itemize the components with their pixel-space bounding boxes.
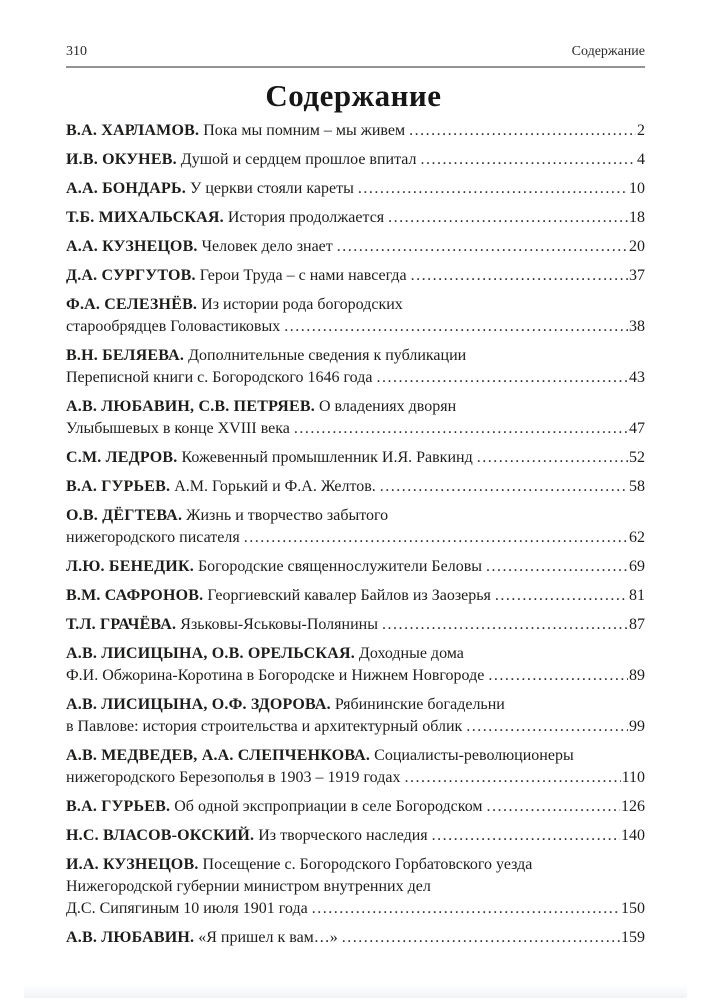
toc-entry [66,694,645,738]
toc-entry-line [66,396,645,418]
toc-entry-text: старообрядцев Головастиковых [66,318,281,335]
toc-entry-line [66,149,645,171]
toc-entry-authors: И.В. ОКУНЕВ. [66,151,177,168]
toc-entry-page: 89 [629,667,645,684]
dot-leader [342,927,620,949]
toc-entry [66,207,645,229]
toc-entry-line [66,694,645,716]
toc-entry-text: Ф.А. СЕЛЕЗНЁВ. Из истории рода богородских [66,296,403,313]
toc-entry-text: В.А. ХАРЛАМОВ. Пока мы помним – мы живем [66,122,406,139]
running-head [66,44,645,60]
toc-entry-text: А.В. ЛЮБАВИН. «Я пришел к вам…» [66,929,338,946]
toc-entry-text: В.М. САФРОНОВ. Георгиевский кавалер Байлов из Заозерья [66,587,491,604]
toc-entry-page: 18 [629,209,645,226]
folio-page-number: 310 [66,44,87,59]
toc-entry-line [66,120,645,142]
toc-entry-page: 69 [629,558,645,575]
toc-entry-authors: В.А. ХАРЛАМОВ. [66,122,200,139]
header-rule [66,66,645,68]
toc-entry [66,854,645,920]
toc-entry-line [66,367,645,389]
dot-leader [376,367,628,389]
toc-entry-page: 150 [621,900,645,917]
toc-entry-line [66,345,645,367]
toc-entry-text: Ф.И. Обжорина-Коротина в Богородске и Нижнем Новгороде [66,667,485,684]
dot-leader [404,767,620,789]
toc-entry-line [66,898,645,920]
toc-entry-text: нижегородского писателя [66,529,240,546]
toc-entry-authors: А.А. БОНДАРЬ. [66,180,186,197]
toc-entry-authors: А.В. ЛЮБАВИН, С.В. ПЕТРЯЕВ. [66,398,315,415]
toc-entry [66,178,645,200]
dot-leader [382,614,628,636]
toc-entry-list [66,120,645,956]
toc-entry-line [66,796,645,818]
toc-entry-page: 10 [629,180,645,197]
toc-entry-text: А.В. ЛЮБАВИН, С.В. ПЕТРЯЕВ. О владениях дворян [66,398,457,415]
toc-entry-line [66,854,645,876]
toc-entry-authors: А.В. ЛИСИЦЫНА, О.В. ОРЕЛЬСКАЯ. [66,645,355,662]
toc-entry-page: 4 [637,151,645,168]
page-title: Содержание [265,78,442,113]
toc-entry-text: О.В. ДЁГТЕВА. Жизнь и творчество забытого [66,507,389,524]
dot-leader [337,236,628,258]
toc-entry-line [66,665,645,687]
toc-entry-line [66,767,645,789]
toc-entry-page: 47 [629,420,645,437]
toc-entry-line [66,418,645,440]
toc-entry-line [66,716,645,738]
dot-leader [486,556,628,578]
toc-entry-line [66,745,645,767]
toc-entry-line [66,505,645,527]
toc-entry-text: Н.С. ВЛАСОВ-ОКСКИЙ. Из творческого наследия [66,827,428,844]
dot-leader [421,149,636,171]
toc-entry-authors: Л.Ю. БЕНЕДИК. [66,558,194,575]
toc-entry-text: А.В. ЛИСИЦЫНА, О.Ф. ЗДОРОВА. Рябининские богадельни [66,696,505,713]
dot-leader [432,825,620,847]
toc-entry-line [66,876,645,898]
toc-entry-text: В.А. ГУРЬЕВ. А.М. Горький и Ф.А. Желтов. [66,478,376,495]
toc-entry-authors: С.М. ЛЕДРОВ. [66,449,178,466]
dot-leader [388,207,628,229]
toc-entry [66,796,645,818]
toc-entry-page: 43 [629,369,645,386]
dot-leader [380,476,628,498]
toc-entry-text: Л.Ю. БЕНЕДИК. Богородские священнослужители Беловы [66,558,482,575]
toc-entry-text: С.М. ЛЕДРОВ. Кожевенный промышленник И.Я. Равкинд [66,449,473,466]
toc-entry-text: Нижегородской губернии министром внутренних дел [66,878,431,895]
toc-entry-page: 37 [629,267,645,284]
toc-entry [66,476,645,498]
toc-entry-page: 20 [629,238,645,255]
toc-entry-text: Т.Л. ГРАЧЁВА. Язьковы-Яськовы-Полянины [66,616,378,633]
toc-entry-authors: Т.Б. МИХАЛЬСКАЯ. [66,209,224,226]
toc-entry [66,149,645,171]
toc-entry-authors: О.В. ДЁГТЕВА. [66,507,183,524]
toc-entry [66,396,645,440]
toc-entry [66,556,645,578]
toc-entry-text: Улыбышевых в конце XVIII века [66,420,290,437]
toc-entry-page: 81 [629,587,645,604]
toc-entry-authors: И.А. КУЗНЕЦОВ. [66,856,199,873]
toc-entry [66,505,645,549]
toc-entry-line [66,294,645,316]
toc-entry-text: Переписной книги с. Богородского 1646 года [66,369,373,386]
toc-entry-text: В.Н. БЕЛЯЕВА. Дополнительные сведения к публикации [66,347,467,364]
dot-leader [244,527,628,549]
dot-leader [358,178,628,200]
toc-entry-page: 126 [621,798,645,815]
dot-leader [477,447,628,469]
toc-entry [66,345,645,389]
toc-entry-text: В.А. ГУРЬЕВ. Об одной экспроприации в селе Богородском [66,798,483,815]
toc-entry-authors: В.М. САФРОНОВ. [66,587,204,604]
toc-entry-line [66,447,645,469]
toc-entry-line [66,643,645,665]
toc-entry-authors: Д.А. СУРГУТОВ. [66,267,196,284]
toc-entry-authors: В.А. ГУРЬЕВ. [66,798,171,815]
toc-entry-line [66,527,645,549]
toc-entry-authors: В.Н. БЕЛЯЕВА. [66,347,185,364]
toc-entry-text: А.В. ЛИСИЦЫНА, О.В. ОРЕЛЬСКАЯ. Доходные дома [66,645,464,662]
toc-entry-line [66,585,645,607]
toc-entry-line [66,927,645,949]
toc-entry-text: в Павлове: история строительства и архитектурный облик [66,718,463,735]
toc-entry-authors: А.В. ЛЮБАВИН. [66,929,195,946]
dot-leader [411,265,628,287]
toc-entry-authors: А.А. КУЗНЕЦОВ. [66,238,198,255]
toc-entry-page: 87 [629,616,645,633]
toc-entry-text: А.В. МЕДВЕДЕВ, А.А. СЛЕПЧЕНКОВА. Социалисты-революционеры [66,747,574,764]
dot-leader [294,418,628,440]
toc-entry [66,745,645,789]
toc-entry-line [66,207,645,229]
toc-entry [66,825,645,847]
toc-entry-line [66,476,645,498]
toc-entry-authors: В.А. ГУРЬЕВ. [66,478,171,495]
toc-entry-text: И.В. ОКУНЕВ. Душой и сердцем прошлое впитал [66,151,417,168]
toc-entry-text: нижегородского Березополья в 1903 – 1919 годах [66,769,401,786]
toc-entry-authors: Н.С. ВЛАСОВ-ОКСКИЙ. [66,827,255,844]
toc-entry-page: 159 [621,929,645,946]
toc-entry-text: Т.Б. МИХАЛЬСКАЯ. История продолжается [66,209,385,226]
toc-entry-authors: А.В. МЕДВЕДЕВ, А.А. СЛЕПЧЕНКОВА. [66,747,371,764]
scan-noise-band [24,984,687,998]
toc-entry-text: Д.С. Сипягиным 10 июля 1901 года [66,900,308,917]
toc-entry [66,585,645,607]
toc-entry [66,294,645,338]
dot-leader [466,716,628,738]
toc-entry-text: А.А. КУЗНЕЦОВ. Человек дело знает [66,238,333,255]
toc-entry-line [66,614,645,636]
dot-leader [409,120,636,142]
toc-entry-text: И.А. КУЗНЕЦОВ. Посещение с. Богородского Горбатовского уезда [66,856,533,873]
toc-entry [66,120,645,142]
toc-entry-page: 52 [629,449,645,466]
dot-leader [284,316,628,338]
toc-entry [66,447,645,469]
toc-entry-line [66,178,645,200]
dot-leader [312,898,620,920]
toc-entry-line [66,556,645,578]
toc-entry [66,927,645,949]
toc-entry-page: 140 [621,827,645,844]
toc-entry [66,643,645,687]
toc-entry-page: 38 [629,318,645,335]
toc-entry-page: 99 [629,718,645,735]
toc-entry-page: 62 [629,529,645,546]
dot-leader [488,665,628,687]
toc-entry-line [66,316,645,338]
toc-entry-text: Д.А. СУРГУТОВ. Герои Труда – с нами навсегда [66,267,407,284]
toc-entry-text: А.А. БОНДАРЬ. У церкви стояли кареты [66,180,354,197]
toc-entry-page: 110 [621,769,645,786]
dot-leader [487,796,620,818]
toc-entry-authors: Т.Л. ГРАЧЁВА. [66,616,177,633]
toc-entry [66,236,645,258]
dot-leader [495,585,628,607]
toc-entry-page: 2 [637,122,645,139]
toc-entry [66,265,645,287]
toc-entry [66,614,645,636]
toc-entry-line [66,265,645,287]
toc-entry-authors: А.В. ЛИСИЦЫНА, О.Ф. ЗДОРОВА. [66,696,331,713]
toc-entry-page: 58 [629,478,645,495]
toc-entry-line [66,825,645,847]
running-head-title: Содержание [571,44,645,59]
toc-entry-line [66,236,645,258]
toc-entry-authors: Ф.А. СЕЛЕЗНЁВ. [66,296,198,313]
